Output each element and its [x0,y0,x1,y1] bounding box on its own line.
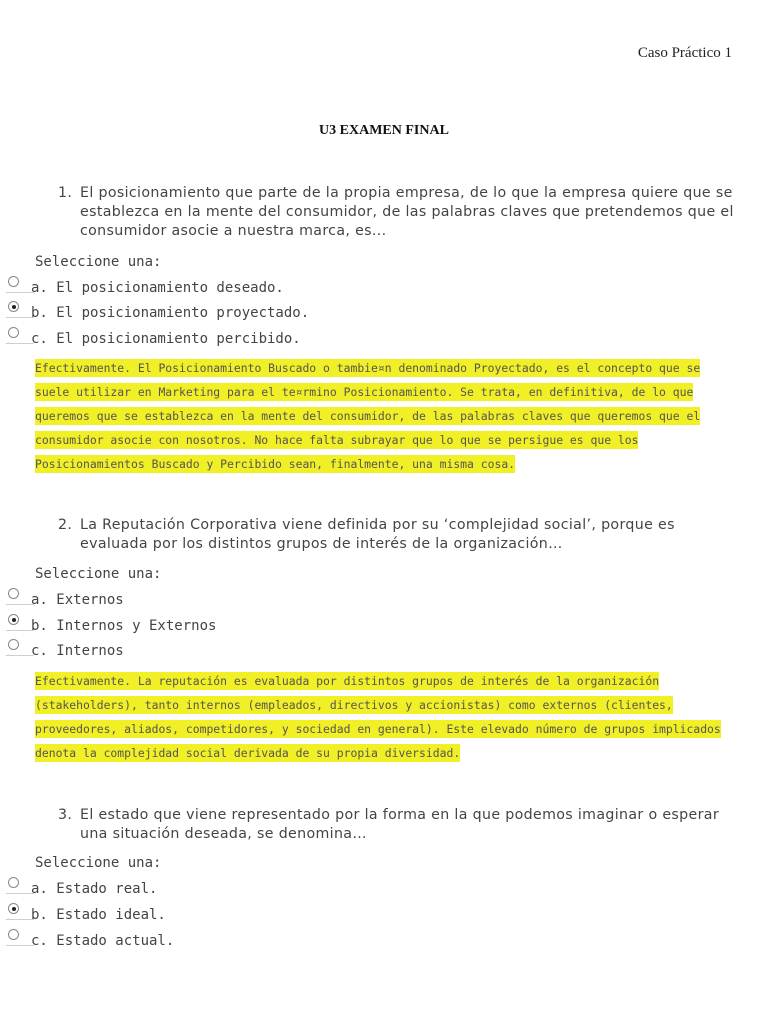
radio-button-checked[interactable] [8,903,19,914]
option-underline [6,292,34,293]
radio-button[interactable] [8,327,19,338]
option-b[interactable] [0,305,320,327]
option-underline [6,630,34,631]
option-c[interactable] [0,933,320,955]
exam-title: U3 EXAMEN FINAL [319,123,449,138]
option-label[interactable]: c. El posicionamiento percibido. [31,331,301,347]
option-underline [6,893,34,894]
option-a[interactable] [0,592,320,614]
radio-button[interactable] [8,276,19,287]
question-body: El posicionamiento que parte de la propia empresa, de lo que la empresa quiere que se establezca en la mente del consumidor, de las palabras claves que pretendemos que el consumidor asocie a nuestra marca, es... [80,185,734,239]
option-c[interactable] [0,643,320,665]
option-b[interactable] [0,618,320,640]
option-a[interactable] [0,280,320,302]
option-label[interactable]: a. Externos [31,592,124,608]
question-number: 3. [58,807,73,823]
option-c[interactable] [0,331,320,353]
radio-button[interactable] [8,639,19,650]
select-label: Seleccione una: [35,855,162,871]
option-b[interactable] [0,907,320,929]
question-number: 2. [58,517,73,533]
question-body: La Reputación Corporativa viene definida por su ‘complejidad social’, porque es evaluada por los distintos grupos de interés de la organización… [80,517,675,552]
option-underline [6,343,34,344]
option-label[interactable]: c. Internos [31,643,124,659]
option-underline [6,317,34,318]
option-label[interactable]: a. Estado real. [31,881,158,897]
radio-button-checked[interactable] [8,614,19,625]
option-label[interactable]: a. El posicionamiento deseado. [31,280,284,296]
header-case-label: Caso Práctico 1 [637,45,732,61]
radio-button-checked[interactable] [8,301,19,312]
option-label[interactable]: b. El posicionamiento proyectado. [31,305,310,321]
option-label[interactable]: b. Internos y Externos [31,618,217,634]
feedback-text [35,669,725,765]
select-label: Seleccione una: [35,254,162,270]
option-label[interactable]: b. Estado ideal. [31,907,166,923]
radio-button[interactable] [8,588,19,599]
select-label: Seleccione una: [35,566,162,582]
question-text [58,806,738,844]
feedback-highlight: Efectivamente. La reputación es evaluada por distintos grupos de interés de la organización (stakeholders), tanto internos (empleados, directivos y accionistas) como externos (clientes, proveedores, aliados, competidores, y sociedad en general). Este elevado número de grupos implicados denota la complejidad social derivada de su propia diversidad. [35,674,721,760]
option-underline [6,604,34,605]
option-underline [6,655,34,656]
radio-button[interactable] [8,929,19,940]
radio-button[interactable] [8,877,19,888]
option-label[interactable]: c. Estado actual. [31,933,175,949]
question-text [58,516,738,554]
option-underline [6,945,34,946]
option-a[interactable] [0,881,320,903]
feedback-text [35,356,725,476]
question-body: El estado que viene representado por la forma en la que podemos imaginar o esperar una situación deseada, se denomina… [80,807,720,842]
question-number: 1. [58,185,73,201]
question-text [58,184,738,241]
feedback-highlight: Efectivamente. El Posicionamiento Buscado o tambie¤n denominado Proyectado, es el concepto que se suele utilizar en Marketing para el te¤rmino Posicionamiento. Se trata, en definitiva, de lo que queremos que se establezca en la mente del consumidor, de las palabras claves que queremos que el consumidor asocie con nosotros. No hace falta subrayar que lo que se persigue es que los Posicionamientos Buscado y Percibido sean, finalmente, una misma cosa. [35,361,701,471]
option-underline [6,919,34,920]
